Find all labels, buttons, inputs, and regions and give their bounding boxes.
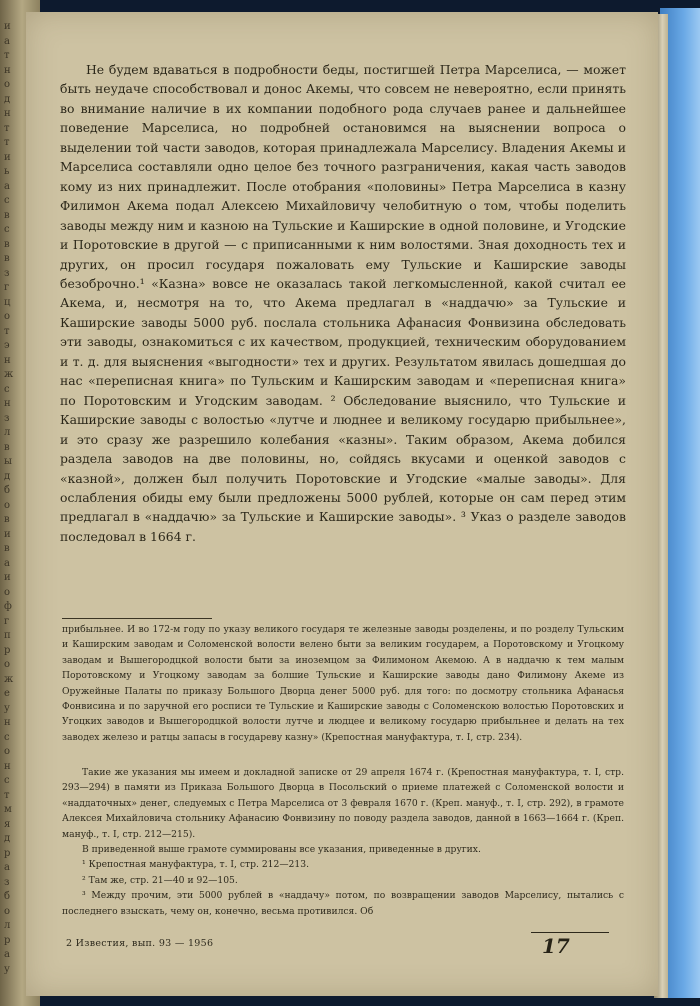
footnote-1: ¹ Крепостная мануфактура, т. I, стр. 212—213. (82, 859, 310, 871)
page-number-rule (531, 932, 609, 933)
footnote-2: ² Там же, стр. 21—40 и 92—105. (82, 874, 238, 886)
footnote-separator (62, 618, 212, 619)
book-page (26, 12, 658, 996)
page-number: 17 (542, 934, 570, 958)
main-paragraph: Не будем вдаваться в подробности беды, постигшей Петра Марселиса, — может быть неудаче способствовал и донос Акемы, что совсем не невероятно, если принять во внимание наличие в их компании подобного рода случаев ранее и дальнейшее поведение Марселиса, но подробней остановимся на выяснении вопроса о выделении той части заводов, которая принадлежала Марселису. Владения Акемы и Марселиса составляли одно целое без точного разграничения, какая часть заводов кому из них принадлежит. После отобрания «половины» Петра Марселиса в казну Филимон Акема подал Алексею Михайловичу челобитную о том, чтобы поделить заводы между ним и казною на Тульские и Каширские в одной половине, и Угодские и Поротовские в другой — с приписанными к ним волостями. Зная доходность тех и других, он просил государя пожаловать ему Тульские и Каширские заводы безоброчно.¹ «Казна» вовсе не оказалась такой легкомысленной, какой считал ее Акема, и, несмотря на то, что Акема предлагал в «наддачю» за Тульские и Каширские заводы 5000 руб. послала стольника Афанасия Фонвизина обследовать эти заводы, ознакомиться с их качеством, продукцией, техническим оборудованием и т. д. для выяснения «выгодности» тех и других. Результатом явилась дошедшая до нас «переписная книга» по Тульским и Каширским заводам и «переписная книга» по Поротовским и Угодским заводам. ² Обследование выяснило, что Тульские и Каширские заводы с волостью «лутче и люднее и великому государю прибыльнее», и это сразу же разрешило колебания «казны». Таким образом, Акема добился раздела заводов на две половины, но, сойдясь вкусами и оценкой заводов с «казной», должен был получить Поротовские и Угодские «малые заводы». Для ослабления обиды ему были предложены 5000 рублей, которые он сам перед этим предлагал в «наддачю» за Тульские и Каширские заводы». ³ Указ о разделе заводов последовал в 1664 г. (60, 62, 626, 544)
facing-page-text: и а т н о д н т т и ь а с в с в в з г ц о т э н ж с н з л в ы д б о в и в а и о ф г п р о ж е у н с о н с т м я д р а з б о л р а у (4, 21, 14, 975)
footnote-paragraph: прибыльнее. И во 172-м году по указу великого государя те железные заводы розделены, и по розделу Тульским и Каширским заводам и Соломенской волости велено быти за великим государем, а Поротовскому и Угоцкому заводам и Вышегородцкой волости быти за иноземцом за Филимоном Акемою. А в наддачю к тем малым Поротовскому и Угоцкому заводам за болшие Тульские и Каширские заводы дано Филимону Акеме из Оружейные Палаты по приказу Большого Дворца денег 5000 руб. для того: по досмотру стольника Афанасья Фонвисина и по заручной его росписи те Тульские и Каширские заводы с Соломенскою волостью Поротовских и Угоцких заводов и Вышегородцкой волости лутче и людцее и великому государю прибыльнее и делать на тех заводех железо и ратцы запасы в государеву казну» (Крепостная мануфактура, т. I, стр. 234). (62, 624, 624, 743)
footnote-continuation (62, 622, 624, 745)
main-text (60, 60, 626, 546)
footnote-paragraph: Такие же указания мы имеем и докладной записке от 29 апреля 1674 г. (Крепостная мануфактура, т. I, стр. 293—294) в памяти из Приказа Большого Дворца в Посольский о приеме платежей с Соломенской волости и «наддаточных» денег, следуемых с Петра Марселиса от 3 февраля 1670 г. (Креп. мануф., т. I, стр. 292), в грамоте Алексея Михайловича стольнику Афанасию Фонвизину по поводу раздела заводов, данной в 1663—1664 г. (Креп. мануф., т. I, стр. 212—215). (62, 767, 624, 840)
printer-signature: 2 Известия, вып. 93 — 1956 (66, 938, 214, 949)
footnotes (62, 765, 624, 919)
footnote-paragraph: В приведенной выше грамоте суммированы все указания, приведенные в других. (82, 844, 481, 856)
footnote-3: ³ Между прочим, эти 5000 рублей в «наддачу» потом, по возвращении заводов Марселису, пытались с последнего взыскать, чему он, конечно, весьма противился. Об (62, 890, 624, 917)
